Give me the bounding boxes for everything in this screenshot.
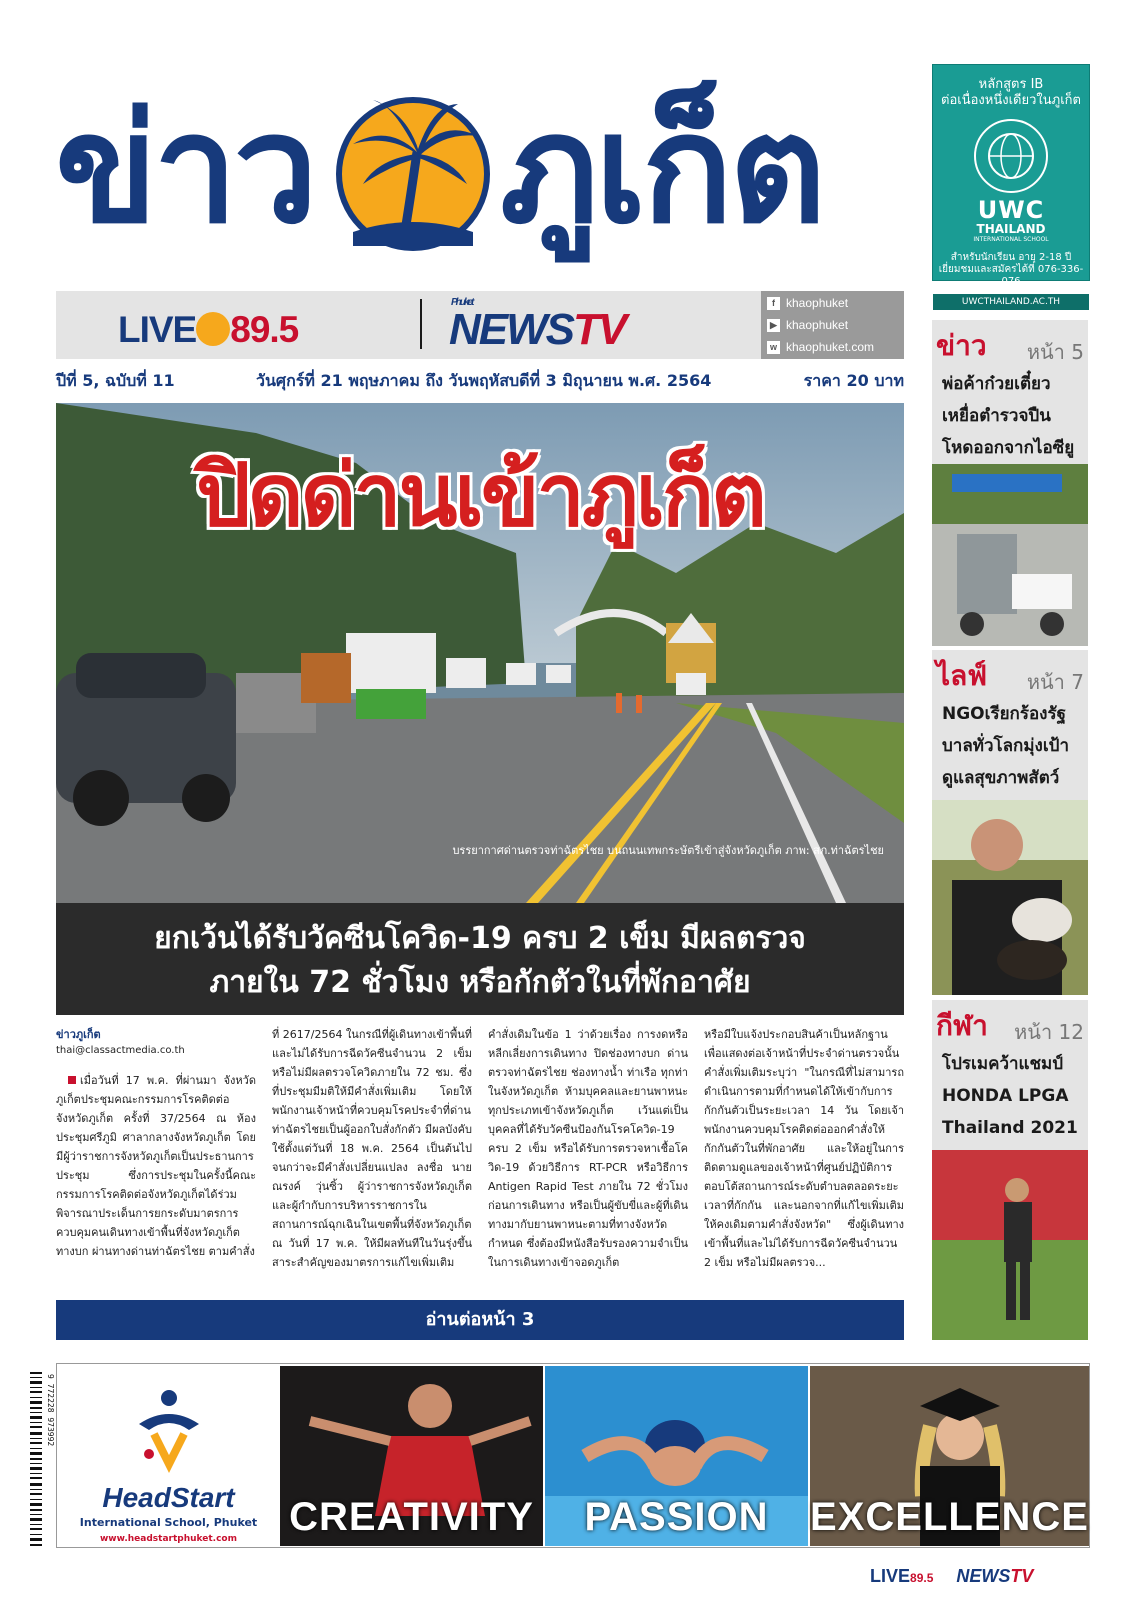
footer-logos	[870, 1566, 1090, 1590]
tv-news-label: NEWS	[449, 305, 573, 354]
bullet-icon	[68, 1076, 76, 1084]
issue-date: วันศุกร์ที่ 21 พฤษภาคม ถึง วันพฤหัสบดีที่ 3 มิถุนายน พ.ศ. 2564	[256, 371, 712, 390]
dateline	[56, 369, 904, 393]
headstart-logo-icon	[129, 1384, 209, 1474]
social-links	[761, 291, 904, 359]
byline-email[interactable]: thai@classactmedia.co.th	[56, 1045, 185, 1056]
live-radio-logo[interactable]	[118, 309, 298, 351]
divider	[420, 299, 422, 349]
masthead-title-right: ภูเก็ต	[500, 83, 823, 257]
uwc-country: THAILAND	[976, 222, 1046, 236]
tv-label: TV	[573, 305, 626, 354]
lead-article	[56, 1025, 904, 1300]
sidebar-section-sport[interactable]	[932, 1000, 1088, 1048]
issue-number: ปีที่ 5, ฉบับที่ 11	[56, 371, 175, 390]
article-column-2: ที่ 2617/2564 ในกรณีที่ผู้เดินทางเข้าพื้นที่ และไม่ได้รับการฉีดวัคซีนจำนวน 2 เข็ม หรือไม่มีผลตรวจโควิดภายใน 72 ชม. ซึ่งที่ประชุมมีมติให้มีคำสั่งเพิ่มเติม โดยให้พนักงานเจ้าหน้าที่ควบคุมโรคประจำที่ด่านท่าฉัตรไชยเป็นผู้ออกใบสั่งกักตัว มีผลบังคับใช้ตั้งแต่วันที่ 18 พ.ค. 2564 เป็นต้นไป จนกว่าจะมีคำสั่งเปลี่ยนแปลง ลงชื่อ นายณรงค์ วุ่นซิ้ว ผู้ว่าราชการจังหวัดภูเก็ต และผู้กำกับการบริหารราชการในสถานการณ์ฉุกเฉินในเขตพื้นที่จังหวัดภูเก็ต ณ วันที่ 17 พ.ค. ให้มีผลทันทีในวันรุ่งขึ้น สาระสำคัญของมาตรการแก้ไขเพิ่มเติม	[272, 1028, 472, 1269]
uwc-brand: UWC	[977, 196, 1045, 224]
lead-headline: ปิดด่านเข้าภูเก็ต	[196, 446, 764, 546]
ad-panel-passion	[545, 1366, 808, 1546]
sidebar-teaser-news[interactable]	[932, 368, 1088, 464]
tv-phuket-label: Phuket	[451, 297, 473, 308]
man-with-dog-photo	[932, 800, 1088, 995]
teaser-line: ดูแลสุขภาพสัตว์	[942, 768, 1060, 788]
youtube-icon: ▶	[767, 319, 780, 332]
article-column-4: หรือมีใบแจ้งประกอบสินค้าเป็นหลักฐาน เพื่อแสดงต่อเจ้าหน้าที่ประจำด่านตรวจนั้น คำสั่งเพิ่มเติมระบุว่า "ในกรณีที่ไม่สามารถดำเนินการตามที่กำหนดได้ให้เข้ากับการกักกันตัวเป็นระยะเวลา 14 วัน โดยเจ้าพนักงานควบคุมโรคติดต่อออกคำสั่งให้กักกันตัวในที่พักอาศัย และให้อยู่ในการติดตามดูแลของเจ้าหน้าที่ศูนย์ปฏิบัติการตอบโต้สถานการณ์ระดับตำบลตลอดระยะเวลาที่กักกัน และนอกจากที่แก้ไขเพิ่มเติมให้คงเดิมตามคำสั่งจังหวัด" ซึ่งผู้เดินทางเข้าพื้นที่และไม่ได้รับการฉีดวัคซีนจำนวน 2 เข็ม หรือไม่มีผลตรวจ...	[704, 1028, 904, 1269]
facebook-icon: f	[767, 297, 780, 310]
headstart-advertisement[interactable]	[56, 1363, 1090, 1548]
sidebar-section-news[interactable]	[932, 320, 1088, 368]
issue-price: ราคา 20 บาท	[803, 371, 904, 390]
live-number: 89.5	[230, 309, 299, 350]
noodle-cart-photo	[932, 464, 1088, 646]
sidebar-category: กีฬา	[936, 1009, 988, 1042]
sidebar-category: ไลฟ์	[936, 659, 988, 692]
lead-photo	[56, 403, 904, 903]
photo-caption: บรรยากาศด่านตรวจท่าฉัตรไชย บนถนนเทพกระษัตรีเข้าสู่จังหวัดภูเก็ต ภาพ: สภ.ท่าฉัตรไชย	[452, 844, 884, 857]
masthead-title-left: ข่าว	[55, 83, 314, 257]
social-text: khaophuket.com	[786, 340, 875, 354]
sidebar-page: หน้า 12	[1014, 1020, 1084, 1044]
article-text: เมื่อวันที่ 17 พ.ค. ที่ผ่านมา จังหวัดภูเก็ตประชุมคณะกรรมการโรคติดต่อจังหวัดภูเก็ต ครั้งที่ 37/2564 ณ ห้องประชุมศรีภูมิ ศาลากลางจังหวัดภูเก็ต โดยมีผู้ว่าราชการจังหวัดภูเก็ตเป็นประธานการประชุม ซึ่งการประชุมในครั้งนี้คณะกรรมการโรคติดต่อจังหวัดภูเก็ตได้ร่วมพิจารณาประเด็นการยกระดับมาตรการควบคุมคนเดินทางเข้าพื้นที่จังหวัดภูเก็ต ทางบก ผ่านทางด่านท่าฉัตรไชย ตามคำสั่ง	[56, 1074, 256, 1258]
globe-logo-icon	[974, 119, 1048, 193]
footer-news: NEWS	[956, 1566, 1011, 1586]
social-link-youtube[interactable]	[761, 315, 904, 335]
teaser-line: HONDA LPGA	[942, 1086, 1069, 1106]
byline-name: ข่าวภูเก็ต	[56, 1028, 101, 1041]
orange-dot-icon	[196, 312, 230, 346]
golfer-photo	[932, 1150, 1088, 1340]
headstart-subtitle: International School, Phuket	[79, 1516, 258, 1529]
social-text: khaophuket	[786, 296, 849, 310]
headstart-url[interactable]: www.headstartphuket.com	[99, 1534, 237, 1544]
ad-word: CREATIVITY	[289, 1495, 534, 1539]
teaser-line: โหดออกจากไอซียู	[942, 438, 1075, 458]
barcode-number: 9 772228 973992	[46, 1374, 55, 1447]
ad-word: EXCELLENCE	[810, 1495, 1089, 1539]
sidebar-page: หน้า 5	[1026, 340, 1084, 364]
ad-panel-creativity	[280, 1366, 543, 1546]
teaser-line: โปรเมคว้าแชมป์	[942, 1054, 1064, 1074]
masthead	[55, 60, 890, 280]
subhead-line-2: ภายใน 72 ชั่วโมง หรือกักตัวในที่พักอาศัย	[209, 965, 751, 1000]
news-tv-logo[interactable]	[449, 297, 626, 355]
uwc-advertisement[interactable]	[932, 64, 1090, 307]
ad-word: PASSION	[584, 1495, 769, 1539]
teaser-line: Thailand 2021	[942, 1118, 1078, 1138]
footer-live-number: 89.5	[910, 1571, 934, 1585]
subhead-line-1: ยกเว้นได้รับวัคซีนโควิด-19 ครบ 2 เข็ม มีผลตรวจ	[154, 921, 806, 956]
uwc-ad-line1: หลักสูตร IB	[978, 77, 1044, 92]
web-icon: w	[767, 341, 780, 354]
sidebar-page: หน้า 7	[1026, 670, 1084, 694]
sidebar-teaser-life[interactable]	[932, 698, 1088, 800]
continue-reading-bar[interactable]: อ่านต่อหน้า 3	[56, 1300, 904, 1340]
barcode	[30, 1370, 55, 1550]
footer-tv: TV	[1010, 1566, 1034, 1586]
headstart-name: HeadStart	[102, 1482, 235, 1513]
social-link-web[interactable]	[761, 337, 904, 357]
barcode-icon	[30, 1370, 55, 1550]
lead-subheadline	[56, 903, 904, 1015]
sidebar-teaser-sport[interactable]	[932, 1048, 1088, 1150]
ad-panel-excellence	[810, 1366, 1089, 1546]
uwc-school: INTERNATIONAL SCHOOL	[973, 236, 1049, 243]
uwc-contact: เยี่ยมชมและสมัครได้ที่ 076-336-076	[938, 264, 1084, 287]
social-link-facebook[interactable]	[761, 293, 904, 313]
sidebar-section-life[interactable]	[932, 650, 1088, 698]
uwc-url[interactable]: UWCTHAILAND.AC.TH	[933, 294, 1089, 310]
article-column-1	[56, 1025, 256, 1261]
teaser-line: บาลทั่วโลกมุ่งเป้า	[942, 736, 1070, 756]
teaser-line: พ่อค้าก๋วยเตี๋ยว	[942, 374, 1051, 394]
teaser-line: เหยื่อตำรวจปืน	[942, 406, 1051, 426]
media-bar	[56, 291, 904, 359]
sidebar-category: ข่าว	[936, 329, 987, 362]
live-label: LIVE	[118, 309, 197, 350]
teaser-line: NGOเรียกร้องรัฐ	[942, 704, 1066, 724]
uwc-age: สำหรับนักเรียน อายุ 2-18 ปี	[950, 252, 1072, 263]
headstart-logo-panel	[57, 1364, 280, 1547]
article-column-3: คำสั่งเดิมในข้อ 1 ว่าด้วยเรื่อง การงดหรือหลีกเลี่ยงการเดินทาง ปิดช่องทางบก ด่านตรวจท่าฉัตรไชย ช่องทางน้ำ ท่าเรือ ทุกท่าในจังหวัดภูเก็ต ห้ามบุคคลและยานพาหนะทุกประเภทเข้าจังหวัดภูเก็ต เว้นแต่เป็นบุคคลที่ได้รับวัคซีนป้องกันโรคโควิด-19 ครบ 2 เข็ม หรือได้รับการตรวจหาเชื้อโควิด-19 ด้วยวิธีการ RT-PCR หรือวิธีการ Antigen Rapid Test ภายใน 72 ชั่วโมง ก่อนการเดินทาง หรือเป็นผู้ขับขี่และผู้ที่เดินทางมากับยานพาหนะตามที่ทางจังหวัดกำหนด ซึ่งต้องมีหนังสือรับรองความจำเป็นในการเดินทางเข้าจอดภูเก็ต	[488, 1028, 688, 1269]
social-text: khaophuket	[786, 318, 849, 332]
uwc-ad-line2: ต่อเนื่องหนึ่งเดียวในภูเก็ต	[941, 93, 1081, 108]
footer-live: LIVE	[870, 1566, 911, 1586]
palm-sun-logo-icon	[333, 74, 493, 274]
